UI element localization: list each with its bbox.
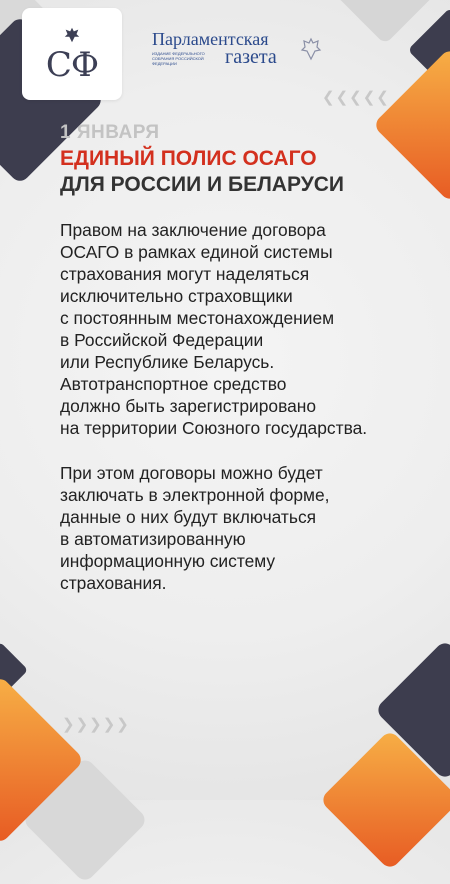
pg-logo-line2: газета	[225, 46, 277, 68]
pg-logo-subtitle: ИЗДАНИЕ ФЕДЕРАЛЬНОГО СОБРАНИЯ РОССИЙСКОЙ ФЕДЕРАЦИИ	[152, 51, 205, 66]
decor-shape-top-right-orange	[372, 47, 450, 203]
chevrons-decor-top: ❮❮❮❮❮	[322, 89, 390, 106]
chevrons-decor-bottom: ❯❯❯❯❯	[62, 716, 130, 733]
date-label: 1 ЯНВАРЯ	[60, 122, 160, 143]
sf-logo	[22, 8, 122, 100]
pg-logo-line1: Парламентская	[152, 29, 269, 49]
sf-logo-text: СФ	[45, 45, 99, 85]
double-headed-eagle-icon	[300, 36, 322, 62]
title-line-2: ДЛЯ РОССИИ И БЕЛАРУСИ	[60, 173, 345, 196]
parliamentary-gazette-logo	[152, 30, 322, 66]
title-line-1: ЕДИНЫЙ ПОЛИС ОСАГО	[60, 147, 317, 170]
eagle-emblem-icon	[63, 26, 81, 44]
body-paragraph-2: При этом договоры можно будет заключать в электронной форме, данные о них будут включаться в автоматизированную информационную систему страхования.	[60, 463, 330, 593]
body-paragraph-1: Правом на заключение договора ОСАГО в рамках единой системы страхования могут наделяться исключительно страховщики с постоянным местонахождением в Российской Федерации или Республике Беларусь. Автотранспортное средство должно быть зарегистрировано на территории Союзного государства.	[60, 220, 368, 438]
